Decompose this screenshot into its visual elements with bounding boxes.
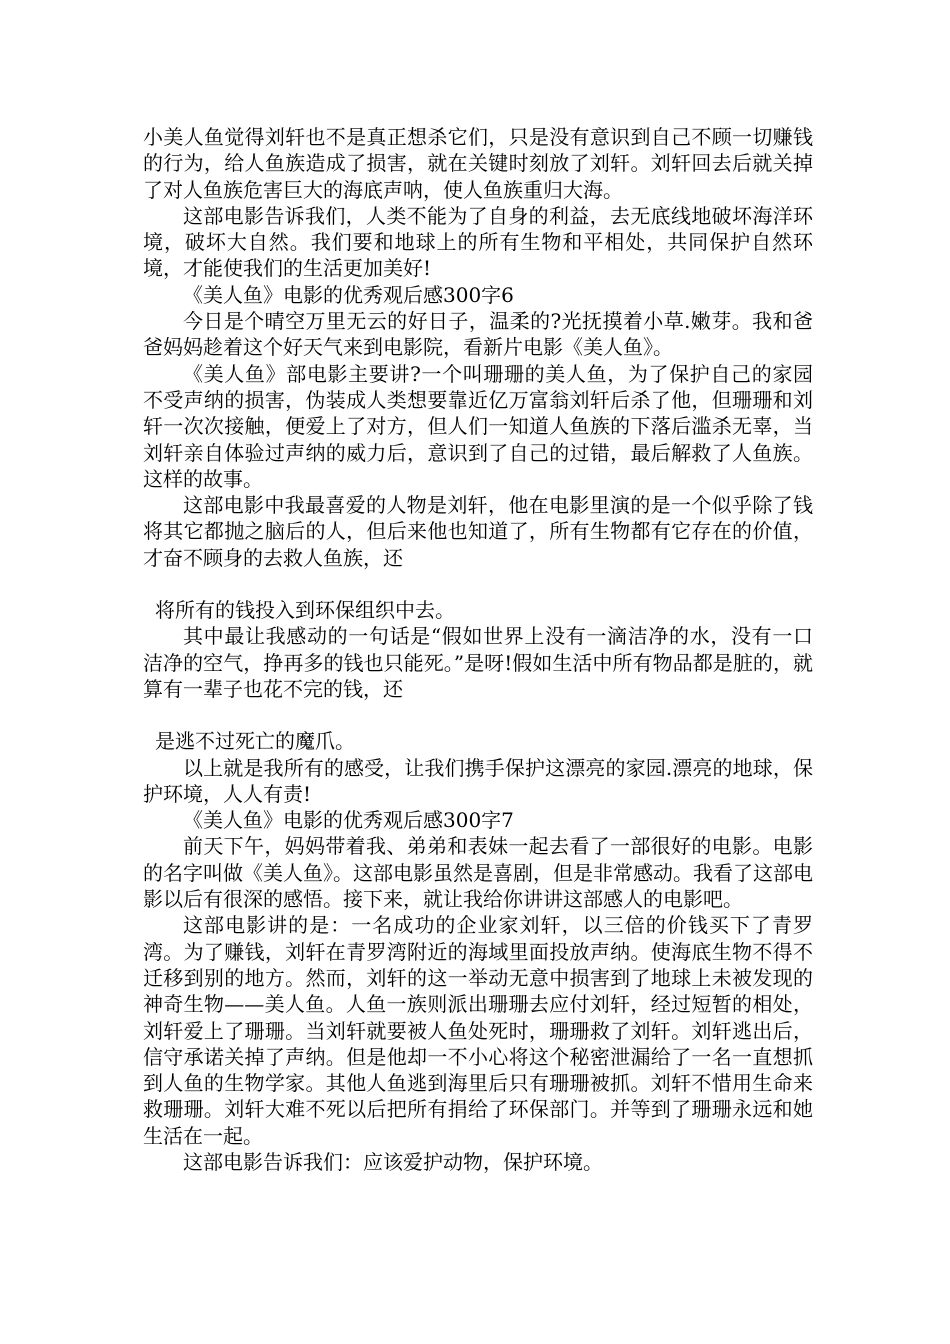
- page-break-gap: [143, 702, 813, 728]
- paragraph-10: 这部电影告诉我们：应该爱护动物，保护环境。: [183, 1149, 603, 1174]
- section-title-7: 《美人鱼》电影的优秀观后感300字7: [183, 808, 514, 833]
- page-break-gap: [143, 571, 813, 597]
- paragraph-3: 今日是个晴空万里无云的好日子，温柔的?光抚摸着小草.嫩芽。我和爸爸妈妈趁着这个好天气来到电影院，看新片电影《美人鱼》。: [143, 309, 813, 360]
- section-title-6: 《美人鱼》电影的优秀观后感300字6: [183, 282, 514, 307]
- paragraph-4: 《美人鱼》部电影主要讲?一个叫珊珊的美人鱼，为了保护自己的家园不受声纳的损害，伪装成人类想要靠近亿万富翁刘轩后杀了他，但珊珊和刘轩一次次接触，便爱上了对方，但人们一知道人鱼族的下落后滥杀无辜，当刘轩亲自体验过声纳的威力后，意识到了自己的过错，最后解救了人鱼族。这样的故事。: [143, 361, 813, 491]
- paragraph-1: 小美人鱼觉得刘轩也不是真正想杀它们，只是没有意识到自己不顾一切赚钱的行为，给人鱼族造成了损害，就在关键时刻放了刘轩。刘轩回去后就关掉了对人鱼族危害巨大的海底声呐，使人鱼族重归大海。: [143, 125, 813, 202]
- paragraph-7: 以上就是我所有的感受，让我们携手保护这漂亮的家园.漂亮的地球，保护环境，人人有责!: [143, 755, 813, 806]
- paragraph-9: 这部电影讲的是：一名成功的企业家刘轩，以三倍的价钱买下了青罗湾。为了赚钱，刘轩在青罗湾附近的海域里面投放声纳。使海底生物不得不迁移到别的地方。然而，刘轩的这一举动无意中损害到了地球上未被发现的神奇生物——美人鱼。人鱼一族则派出珊珊去应付刘轩，经过短暂的相处，刘轩爱上了珊珊。当刘轩就要被人鱼处死时，珊珊救了刘轩。刘轩逃出后，信守承诺关掉了声纳。但是他却一不小心将这个秘密泄漏给了一名一直想抓到人鱼的生物学家。其他人鱼逃到海里后只有珊珊被抓。刘轩不惜用生命来救珊珊。刘轩大难不死以后把所有捐给了环保部门。并等到了珊珊永远和她生活在一起。: [143, 913, 813, 1148]
- paragraph-2: 这部电影告诉我们，人类不能为了自身的利益，去无底线地破坏海洋环境，破坏大自然。我们要和地球上的所有生物和平相处，共同保护自然环境，才能使我们的生活更加美好!: [143, 203, 813, 281]
- paragraph-6: 其中最让我感动的一句话是“假如世界上没有一滴洁净的水，没有一口洁净的空气，挣再多的钱也只能死。”是呀!假如生活中所有物品都是脏的，就算有一辈子也花不完的钱，还: [143, 624, 813, 701]
- paragraph-5-continued: 将所有的钱投入到环保组织中去。: [155, 598, 455, 623]
- paragraph-5: 这部电影中我最喜爱的人物是刘轩，他在电影里演的是一个似乎除了钱将其它都抛之脑后的人，但后来他也知道了，所有生物都有它存在的价值，才奋不顾身的去救人鱼族，还: [143, 493, 813, 570]
- document-page: [143, 124, 813, 1175]
- paragraph-8: 前天下午，妈妈带着我、弟弟和表妹一起去看了一部很好的电影。电影的名字叫做《美人鱼》。这部电影虽然是喜剧，但是非常感动。我看了这部电影以后有很深的感悟。接下来，就让我给你讲讲这部感人的电影吧。: [143, 834, 813, 912]
- paragraph-6-continued: 是逃不过死亡的魔爪。: [155, 729, 355, 754]
